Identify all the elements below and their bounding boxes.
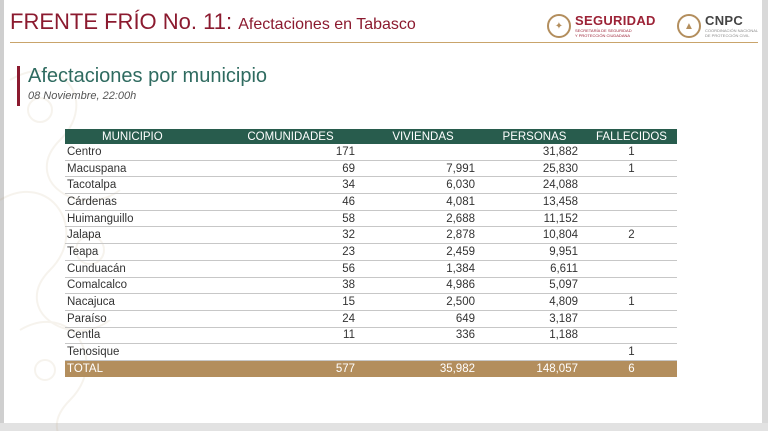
cell-municipio: Huimanguillo bbox=[65, 210, 218, 227]
cell-viviendas bbox=[363, 344, 483, 361]
table-row bbox=[65, 277, 677, 294]
header-municipio: MUNICIPIO bbox=[65, 129, 218, 144]
section-date: 08 Noviembre, 22:00h bbox=[28, 90, 137, 102]
cell-personas: 4,809 bbox=[483, 294, 586, 311]
table-row bbox=[65, 310, 677, 327]
section-title: Afectaciones por municipio bbox=[28, 65, 268, 87]
cnpc-logo-fine-1: COORDINACIÓN NACIONAL bbox=[705, 28, 759, 33]
cell-comunidades: 69 bbox=[218, 160, 363, 177]
cell-viviendas: 649 bbox=[363, 310, 483, 327]
table-header-row bbox=[65, 129, 677, 144]
cnpc-seal-icon: ▲ bbox=[677, 14, 701, 38]
cell-personas: 9,951 bbox=[483, 244, 586, 261]
cell-fallecidos bbox=[586, 210, 677, 227]
title-divider bbox=[10, 42, 758, 43]
cell-fallecidos bbox=[586, 260, 677, 277]
cell-fallecidos: 2 bbox=[586, 227, 677, 244]
table-row bbox=[65, 327, 677, 344]
cell-viviendas: 7,991 bbox=[363, 160, 483, 177]
page-title-sub: Afectaciones en Tabasco bbox=[238, 16, 416, 33]
total-comunidades: 577 bbox=[218, 360, 363, 376]
cell-comunidades: 46 bbox=[218, 194, 363, 211]
cell-viviendas bbox=[363, 144, 483, 160]
cell-municipio: Nacajuca bbox=[65, 294, 218, 311]
cell-viviendas: 6,030 bbox=[363, 177, 483, 194]
cell-personas: 1,188 bbox=[483, 327, 586, 344]
cell-municipio: Centla bbox=[65, 327, 218, 344]
cell-personas bbox=[483, 344, 586, 361]
table-row bbox=[65, 227, 677, 244]
section-accent-bar bbox=[17, 66, 20, 106]
cell-comunidades: 171 bbox=[218, 144, 363, 160]
table-body bbox=[65, 144, 677, 377]
header-fallecidos: FALLECIDOS bbox=[586, 129, 677, 144]
cell-personas: 10,804 bbox=[483, 227, 586, 244]
cell-fallecidos: 1 bbox=[586, 294, 677, 311]
table-row bbox=[65, 294, 677, 311]
total-personas: 148,057 bbox=[483, 360, 586, 376]
total-row bbox=[65, 360, 677, 376]
cell-municipio: Tenosique bbox=[65, 344, 218, 361]
cell-fallecidos: 1 bbox=[586, 344, 677, 361]
cell-personas: 11,152 bbox=[483, 210, 586, 227]
cell-fallecidos bbox=[586, 194, 677, 211]
cell-personas: 13,458 bbox=[483, 194, 586, 211]
cell-personas: 31,882 bbox=[483, 144, 586, 160]
table-row bbox=[65, 210, 677, 227]
cell-viviendas: 336 bbox=[363, 327, 483, 344]
cell-municipio: Comalcalco bbox=[65, 277, 218, 294]
page-title bbox=[10, 9, 416, 35]
table-row bbox=[65, 244, 677, 261]
cell-comunidades: 23 bbox=[218, 244, 363, 261]
cell-municipio: Teapa bbox=[65, 244, 218, 261]
total-fallecidos: 6 bbox=[586, 360, 677, 376]
cell-fallecidos: 1 bbox=[586, 144, 677, 160]
cell-comunidades: 34 bbox=[218, 177, 363, 194]
cell-viviendas: 4,986 bbox=[363, 277, 483, 294]
cell-municipio: Cárdenas bbox=[65, 194, 218, 211]
cell-viviendas: 2,688 bbox=[363, 210, 483, 227]
total-viviendas: 35,982 bbox=[363, 360, 483, 376]
cell-personas: 24,088 bbox=[483, 177, 586, 194]
page-title-main: FRENTE FRÍO No. 11: bbox=[10, 9, 233, 34]
cell-comunidades: 24 bbox=[218, 310, 363, 327]
table-row bbox=[65, 344, 677, 361]
cell-fallecidos bbox=[586, 177, 677, 194]
cell-comunidades: 11 bbox=[218, 327, 363, 344]
cell-viviendas: 1,384 bbox=[363, 260, 483, 277]
cell-personas: 3,187 bbox=[483, 310, 586, 327]
total-municipio: TOTAL bbox=[65, 360, 218, 376]
cell-viviendas: 2,878 bbox=[363, 227, 483, 244]
cell-comunidades bbox=[218, 344, 363, 361]
cnpc-logo-name: CNPC bbox=[705, 13, 744, 28]
seguridad-logo bbox=[547, 14, 656, 38]
cell-viviendas: 2,459 bbox=[363, 244, 483, 261]
table-row bbox=[65, 177, 677, 194]
cell-viviendas: 4,081 bbox=[363, 194, 483, 211]
cnpc-logo bbox=[677, 14, 758, 38]
seguridad-logo-fine-2: Y PROTECCIÓN CIUDADANA bbox=[575, 33, 631, 38]
seguridad-logo-fine-1: SECRETARÍA DE SEGURIDAD bbox=[575, 28, 632, 33]
cell-fallecidos bbox=[586, 277, 677, 294]
cell-municipio: Tacotalpa bbox=[65, 177, 218, 194]
cell-viviendas: 2,500 bbox=[363, 294, 483, 311]
table-row bbox=[65, 194, 677, 211]
cell-municipio: Centro bbox=[65, 144, 218, 160]
cell-comunidades: 32 bbox=[218, 227, 363, 244]
cell-municipio: Paraíso bbox=[65, 310, 218, 327]
eagle-seal-icon: ✦ bbox=[547, 14, 571, 38]
municipios-table bbox=[65, 129, 677, 377]
cell-personas: 5,097 bbox=[483, 277, 586, 294]
header-viviendas: VIVIENDAS bbox=[363, 129, 483, 144]
cnpc-logo-fine-2: DE PROTECCIÓN CIVIL bbox=[705, 33, 750, 38]
cell-fallecidos bbox=[586, 244, 677, 261]
cell-fallecidos bbox=[586, 310, 677, 327]
cell-personas: 25,830 bbox=[483, 160, 586, 177]
cell-municipio: Macuspana bbox=[65, 160, 218, 177]
cell-comunidades: 38 bbox=[218, 277, 363, 294]
cell-personas: 6,611 bbox=[483, 260, 586, 277]
cell-fallecidos: 1 bbox=[586, 160, 677, 177]
table-row bbox=[65, 160, 677, 177]
seguridad-logo-name: SEGURIDAD bbox=[575, 13, 656, 28]
table-row bbox=[65, 260, 677, 277]
header-comunidades: COMUNIDADES bbox=[218, 129, 363, 144]
header-personas: PERSONAS bbox=[483, 129, 586, 144]
cell-comunidades: 15 bbox=[218, 294, 363, 311]
slide-frame-right bbox=[762, 0, 768, 431]
cell-comunidades: 56 bbox=[218, 260, 363, 277]
table-row bbox=[65, 144, 677, 160]
cell-municipio: Cunduacán bbox=[65, 260, 218, 277]
cell-comunidades: 58 bbox=[218, 210, 363, 227]
cell-municipio: Jalapa bbox=[65, 227, 218, 244]
cell-fallecidos bbox=[586, 327, 677, 344]
